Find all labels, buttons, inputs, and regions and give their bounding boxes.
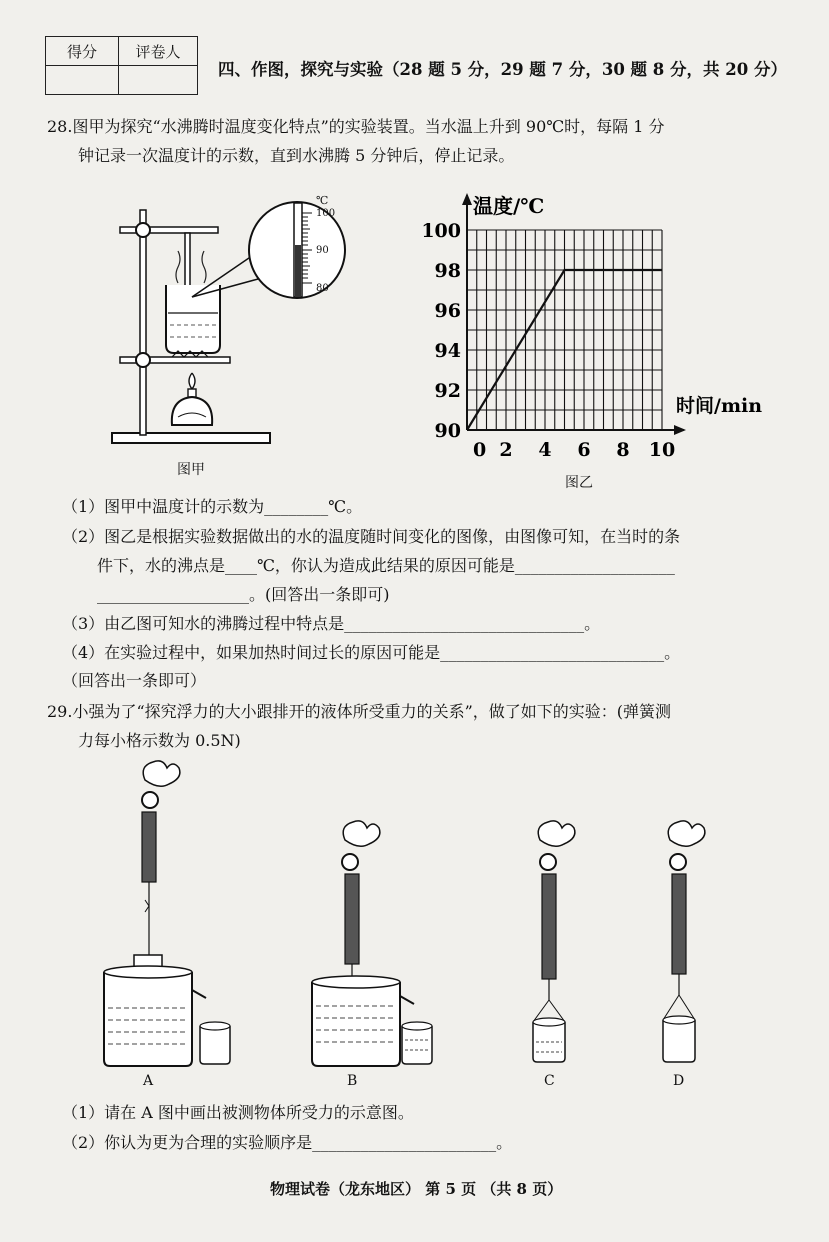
grader-header: 评卷人: [119, 37, 198, 66]
q29-sub1: （1）请在 A 图中画出被测物体所受力的示意图。: [62, 1103, 414, 1122]
boiling-apparatus-figure: [100, 185, 300, 455]
thermometer-unit: ℃: [316, 194, 329, 207]
q29-sub2: （2）你认为更为合理的实验顺序是_______________________。: [62, 1133, 513, 1152]
section-title: 四、作图，探究与实验（28 题 5 分，29 题 7 分，30 题 8 分，共 20 分）: [218, 60, 787, 79]
figure-label-b: B: [347, 1073, 358, 1089]
score-cell[interactable]: [46, 66, 119, 95]
y-tick-label: 96: [434, 300, 461, 322]
y-tick-label: 100: [421, 220, 461, 242]
page-footer: 物理试卷（龙东地区） 第 5 页 （共 8 页）: [270, 1180, 563, 1198]
q28-sub2-line2: 件下，水的沸点是____℃，你认为造成此结果的原因可能是____________________: [97, 556, 675, 575]
q29-stem-line2: 力每小格示数为 0.5N): [78, 731, 241, 750]
thermometer-tick-100: 100: [316, 208, 336, 219]
y-axis-arrow: [462, 193, 472, 205]
x-axis-arrow: [674, 425, 686, 435]
x-tick-label: 4: [538, 439, 552, 461]
y-tick-label: 94: [434, 340, 461, 362]
setup-b: [312, 821, 432, 1066]
figure-b-label: 图乙: [565, 475, 593, 491]
buoyancy-experiment-figure: [90, 750, 740, 1075]
temperature-time-chart: [420, 185, 800, 475]
figure-a-label: 图甲: [177, 462, 205, 478]
q28-sub4-line1: （4）在实验过程中，如果加热时间过长的原因可能是____________________________。: [62, 643, 681, 662]
thermometer-scale: [300, 195, 320, 295]
y-axis-label: 温度/℃: [473, 194, 545, 218]
q28-sub3: （3）由乙图可知水的沸腾过程中特点是______________________________。: [62, 614, 601, 633]
figure-label-c: C: [544, 1073, 555, 1089]
q28-stem-line2: 钟记录一次温度计的示数，直到水沸腾 5 分钟后，停止记录。: [78, 146, 515, 165]
q28-sub4-line2: （回答出一条即可）: [62, 671, 207, 690]
setup-a: [104, 761, 230, 1066]
y-tick-label: 90: [434, 420, 461, 442]
thermometer-tick-80: 80: [316, 283, 329, 294]
q28-stem-line1: 28.图甲为探究“水沸腾时温度变化特点”的实验装置。当水温上升到 90℃时，每隔 1 分: [47, 117, 665, 136]
q28-sub1: （1）图甲中温度计的示数为________℃。: [62, 497, 363, 516]
grader-cell[interactable]: [119, 66, 198, 95]
x-tick-label: 8: [616, 439, 630, 461]
q29-stem-line1: 29.小强为了“探究浮力的大小跟排开的液体所受重力的关系”，做了如下的实验：(弹簧测: [47, 702, 672, 721]
x-tick-label: 0: [473, 439, 487, 461]
x-axis-label: 时间/min: [676, 395, 763, 417]
setup-d: [663, 821, 705, 1062]
score-table: [45, 36, 198, 95]
figure-label-a: A: [143, 1073, 154, 1089]
score-header: 得分: [46, 37, 119, 66]
y-tick-label: 98: [434, 260, 461, 282]
q28-sub2-line1: （2）图乙是根据实验数据做出的水的温度随时间变化的图像，由图像可知，在当时的条: [62, 527, 681, 546]
thermometer-tick-90: 90: [316, 245, 329, 256]
x-tick-label: 6: [577, 439, 591, 461]
x-tick-label: 2: [499, 439, 513, 461]
figure-label-d: D: [673, 1073, 685, 1089]
q28-sub2-line3: ___________________。(回答出一条即可): [97, 585, 390, 604]
x-tick-label: 10: [648, 439, 676, 461]
setup-c: [533, 821, 575, 1062]
y-tick-label: 92: [434, 380, 461, 402]
